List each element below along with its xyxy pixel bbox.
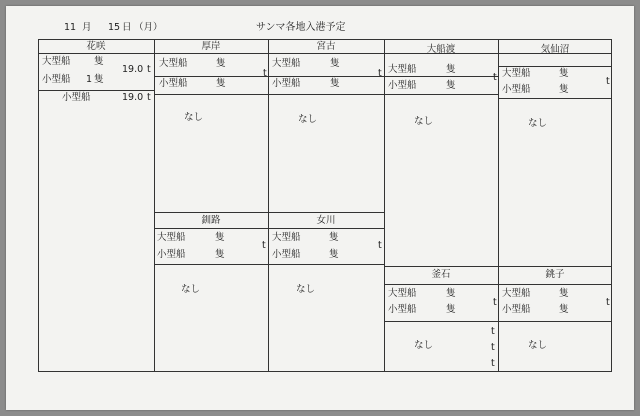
kesennuma-ton-unit: t: [606, 76, 610, 87]
kamaishi-large-unit: 隻: [446, 288, 456, 299]
port-name-ofunato: 大船渡: [426, 44, 456, 55]
ofunato-large-label: 大型船: [388, 64, 417, 75]
kamaishi-ton-unit: t: [493, 297, 497, 308]
table-bottom-border: [38, 371, 612, 372]
miyako-small-unit: 隻: [330, 78, 340, 89]
miyako-ton-unit: t: [378, 68, 382, 79]
onagawa-none: なし: [296, 284, 316, 295]
hanasaki-large-unit: 隻: [94, 56, 104, 67]
port-name-hanasaki: 花咲: [86, 41, 106, 52]
kesennuma-small-label: 小型船: [502, 84, 531, 95]
hanasaki-small-unit: 隻: [94, 74, 104, 85]
kushiro-small-label: 小型船: [157, 249, 186, 260]
kushiro-ton-unit: t: [262, 240, 266, 251]
ofunato-large-unit: 隻: [446, 64, 456, 75]
choshi-large-label: 大型船: [502, 288, 531, 299]
row-line: [154, 76, 498, 77]
miyako-small-label: 小型船: [272, 78, 301, 89]
kamaishi-small-unit: 隻: [446, 304, 456, 315]
port-name-akkeshi: 厚岸: [201, 41, 221, 52]
lower-block-head: [154, 228, 384, 229]
ofunato-small-label: 小型船: [388, 80, 417, 91]
hanasaki-extra-ton-unit: t: [147, 92, 151, 103]
hanasaki-large-label: 大型船: [42, 56, 71, 67]
hanasaki-extra-label: 小型船: [62, 92, 91, 103]
choshi-small-unit: 隻: [559, 304, 569, 315]
lower-block-line-right: [384, 321, 612, 322]
kamaishi-extra-ton-1: t: [491, 326, 495, 337]
col-divider-lower: [154, 212, 155, 372]
akkeshi-none: なし: [184, 112, 204, 123]
akkeshi-large-label: 大型船: [159, 58, 188, 69]
lower-block-top-right: [384, 266, 612, 267]
choshi-none: なし: [528, 340, 548, 351]
ofunato-none: なし: [414, 116, 434, 127]
kesennuma-small-unit: 隻: [559, 84, 569, 95]
table-left-border: [38, 39, 39, 372]
kushiro-small-unit: 隻: [215, 249, 225, 260]
header-day-unit: 日: [122, 22, 132, 33]
header-month-unit: 月: [82, 22, 92, 33]
port-name-choshi: 銚子: [545, 269, 565, 280]
choshi-ton-unit: t: [606, 297, 610, 308]
kamaishi-none: なし: [414, 340, 434, 351]
kushiro-none: なし: [181, 284, 201, 295]
lower-block-line: [154, 264, 384, 265]
akkeshi-large-unit: 隻: [216, 58, 226, 69]
col-divider: [611, 39, 612, 372]
akkeshi-small-label: 小型船: [159, 78, 188, 89]
miyako-large-unit: 隻: [330, 58, 340, 69]
hanasaki-small-count: 1: [86, 74, 93, 85]
kamaishi-extra-ton-2: t: [491, 342, 495, 353]
port-name-kamaishi: 釜石: [431, 269, 451, 280]
header-weekday: （月）: [134, 22, 163, 33]
row-line: [498, 98, 612, 99]
ofunato-small-unit: 隻: [446, 80, 456, 91]
page-title: サンマ各地入港予定: [256, 22, 346, 33]
choshi-small-label: 小型船: [502, 304, 531, 315]
hanasaki-small-label: 小型船: [42, 74, 71, 85]
row-line: [154, 94, 498, 95]
port-name-miyako: 宮古: [316, 41, 336, 52]
kesennuma-large-unit: 隻: [559, 68, 569, 79]
akkeshi-ton-unit: t: [263, 68, 267, 79]
port-name-kushiro: 釧路: [201, 215, 221, 226]
akkeshi-small-unit: 隻: [216, 78, 226, 89]
schedule-sheet: [6, 6, 634, 410]
kamaishi-large-label: 大型船: [388, 288, 417, 299]
header-month: 11: [64, 22, 77, 33]
row-line: [38, 90, 154, 91]
kesennuma-none: なし: [528, 118, 548, 129]
onagawa-ton-unit: t: [378, 240, 382, 251]
lower-block-head-right: [384, 284, 612, 285]
kamaishi-small-label: 小型船: [388, 304, 417, 315]
kushiro-large-label: 大型船: [157, 232, 186, 243]
miyako-large-label: 大型船: [272, 58, 301, 69]
table-top-border: [38, 39, 612, 40]
hanasaki-large-tons: 19.0: [122, 64, 144, 75]
lower-block-top: [154, 212, 384, 213]
port-name-kesennuma: 気仙沼: [540, 44, 570, 55]
miyako-none: なし: [298, 114, 318, 125]
onagawa-large-unit: 隻: [329, 232, 339, 243]
hanasaki-extra-tons: 19.0: [122, 92, 144, 103]
onagawa-small-label: 小型船: [272, 249, 301, 260]
choshi-large-unit: 隻: [559, 288, 569, 299]
onagawa-large-label: 大型船: [272, 232, 301, 243]
kesennuma-large-label: 大型船: [502, 68, 531, 79]
col-divider: [384, 39, 385, 372]
header-day: 15: [108, 22, 121, 33]
port-name-onagawa: 女川: [316, 215, 336, 226]
kushiro-large-unit: 隻: [215, 232, 225, 243]
ofunato-ton-unit: t: [493, 72, 497, 83]
hanasaki-ton-unit: t: [147, 64, 151, 75]
col-divider-lower: [268, 212, 269, 372]
kamaishi-extra-ton-3: t: [491, 358, 495, 369]
onagawa-small-unit: 隻: [329, 249, 339, 260]
row-line: [498, 66, 612, 67]
col-divider: [498, 39, 499, 372]
